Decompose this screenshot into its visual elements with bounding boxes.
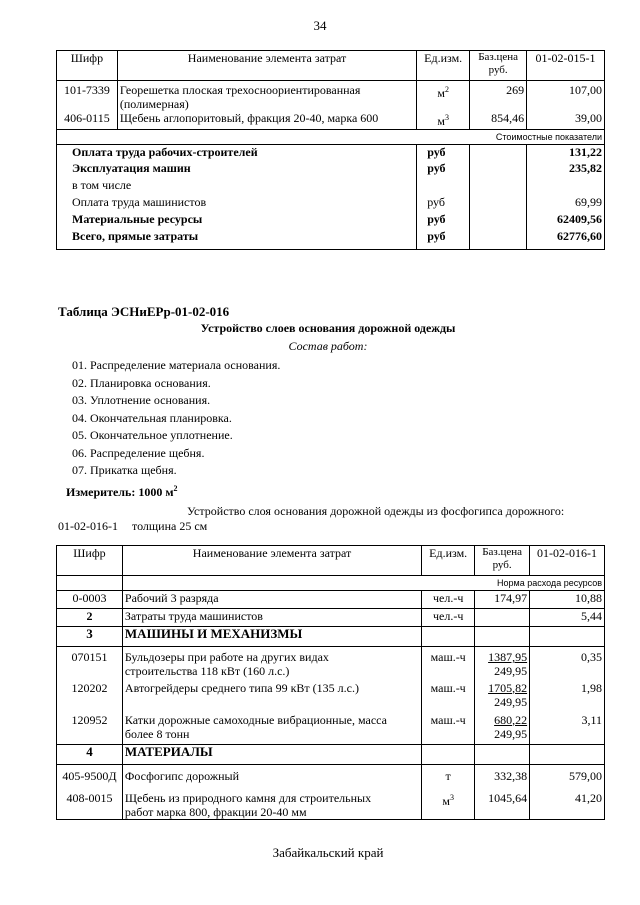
list-item: 07. Прикатка щебня. — [72, 463, 177, 477]
header-column: 01-02-016-1 — [530, 546, 605, 576]
resource-table-016 — [56, 545, 605, 820]
summary-value: 62776,60 — [527, 229, 605, 249]
header-name: Наименование элемента затрат — [117, 51, 416, 81]
summary-label: Материальные ресурсы — [57, 212, 417, 229]
list-item: 01. Распределение материала основания. — [72, 358, 281, 372]
summary-label: Оплата труда машинистов — [57, 195, 417, 212]
footer-region: Забайкальский край — [272, 845, 384, 860]
summary-label: Всего, прямые затраты — [57, 229, 417, 249]
table-title: Таблица ЭСНиЕРр-01-02-016 — [58, 304, 230, 319]
section-title: Устройство слоев основания дорожной одежды — [200, 321, 456, 335]
summary-value: 235,82 — [527, 161, 605, 178]
page-number: 34 — [313, 18, 327, 33]
header-code: Шифр — [57, 546, 123, 576]
description: Устройство слоя основания дорожной одежды из фосфогипса дорожного: — [187, 504, 565, 518]
list-item: 04. Окончательная планировка. — [72, 410, 232, 425]
table-row: 120202 Автогрейдеры среднего типа 99 кВт (135 л.с.) маш.-ч 1705,82 249,95 1,98 — [57, 679, 605, 709]
table-row: 101-7339 Георешетка плоская трехосноориентированная (полимерная) $м^2$ 269 107,00 — [57, 81, 605, 112]
table-row: 0-0003 Рабочий 3 разряда чел.-ч 174,97 10,88 — [57, 591, 605, 609]
list-item: 02. Планировка основания. — [72, 375, 211, 390]
works-list — [72, 357, 280, 480]
list-item: 03. Уплотнение основания. — [72, 393, 211, 407]
section-row: 4 МАТЕРИАЛЫ — [57, 745, 605, 765]
table-row: 120952 Катки дорожные самоходные вибрационные, масса более 8 тонн маш.-ч 680,22 249,95 3,11 — [57, 709, 605, 745]
header-column: 01-02-015-1 — [527, 51, 605, 81]
header-price: Баз.цена руб. — [470, 51, 527, 81]
header-price: Баз.цена руб. — [475, 546, 530, 576]
band-label: Норма расхода ресурсов — [122, 576, 604, 591]
header-name: Наименование элемента затрат — [122, 546, 421, 576]
header-unit: Ед.изм. — [422, 546, 475, 576]
summary-label: Оплата труда рабочих-строителей — [57, 144, 417, 161]
summary-label: в том числе — [57, 178, 417, 195]
meter-label: Измеритель: 1000 $м^2$ — [66, 484, 178, 499]
table-row: 408-0015 Щебень из природного камня для строительных работ марка 800, фракции 20-40 мм $м^3$ 1045,64 41,20 — [57, 787, 605, 820]
header-unit: Ед.изм. — [417, 51, 470, 81]
summary-label: Эксплуатация машин — [57, 161, 417, 178]
table-row: 2 Затраты труда машинистов чел.-ч 5,44 — [57, 609, 605, 627]
summary-value: 131,22 — [527, 144, 605, 161]
table-row: 405-9500Д Фосфогипс дорожный т 332,38 579,00 — [57, 765, 605, 787]
table-row: 070151 Бульдозеры при работе на других видах строительства 118 кВт (160 л.с.) маш.-ч 1387,95 249,95 0,35 — [57, 647, 605, 679]
works-title: Состав работ: — [288, 339, 368, 353]
section-row: 3 МАШИНЫ И МЕХАНИЗМЫ — [57, 627, 605, 647]
item-text: толщина 25 см — [132, 519, 208, 533]
summary-value: 69,99 — [527, 195, 605, 212]
summary-value: 62409,56 — [527, 212, 605, 229]
table-row: 406-0115 Щебень аглопоритовый, фракция 20-40, марка 600 $м^3$ 854,46 39,00 — [57, 111, 605, 129]
band-label: Стоимостные показатели — [57, 129, 605, 144]
list-item: 06. Распределение щебня. — [72, 445, 205, 460]
header-code: Шифр — [57, 51, 118, 81]
item-code: 01-02-016-1 — [58, 519, 118, 533]
cost-table-015: Шифр Наименование элемента затрат Ед.изм. Баз.цена руб. 01-02-015-1 101-7339 Георешетка плоская трехосноориентированная (полимерная) $м^2$ 269 107,00 406-0115 Щебень аглопоритовый, фракция 20-40, марка 600 $м^3$ 854,46 39,00 Стоимостные показатели Оплата труда рабочих-строителей руб 131,22 Эксплуатация машин руб 235,82 в том числе Оплата труда машинистов руб 69,99 Материальные ресурсы руб 62409,56 Всего, прямые затраты руб 62776,60 — [56, 50, 605, 250]
list-item: 05. Окончательное уплотнение. — [72, 428, 233, 442]
